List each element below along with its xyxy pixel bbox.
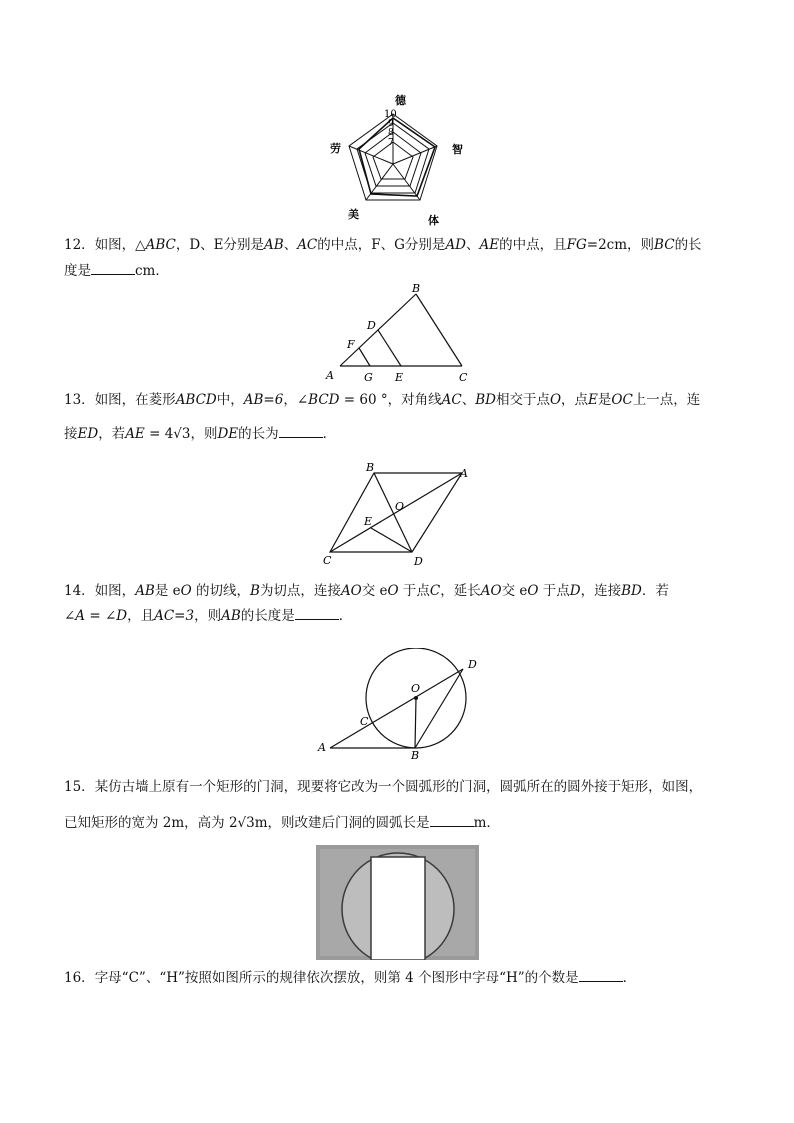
q13-text: 如图，在菱形 bbox=[94, 392, 176, 408]
q12-text: 的中点，F、G分别是 bbox=[317, 237, 446, 253]
q14-number: 14． bbox=[64, 583, 95, 599]
q14-text: ． bbox=[338, 608, 353, 624]
q12-bc: BC bbox=[654, 237, 675, 253]
question-15 bbox=[64, 777, 734, 797]
q12-ad: AD bbox=[445, 237, 467, 253]
q14-ab: AB bbox=[221, 608, 241, 624]
q12-ae: AE bbox=[479, 237, 500, 253]
q13-text: 相交于点 bbox=[495, 392, 550, 408]
q13-e: E bbox=[588, 392, 598, 408]
radar-label-bottom-left: 美 bbox=[348, 208, 359, 221]
q14-b: B bbox=[250, 583, 260, 599]
question-14 bbox=[64, 581, 734, 601]
radar-tick-8: 8 bbox=[388, 128, 394, 138]
radar-tick-9: 9 bbox=[388, 119, 394, 129]
q12-text: 度是 bbox=[64, 263, 91, 279]
q12-text: 的长 bbox=[674, 237, 702, 253]
q14-text: ，延长 bbox=[440, 583, 481, 599]
q12-label-A: A bbox=[326, 369, 334, 382]
q12-label-F: F bbox=[347, 338, 355, 351]
q13-ab6: AB=6 bbox=[243, 392, 284, 408]
q14-ao: AO bbox=[340, 583, 362, 599]
q15-text: 已知矩形的宽为 2m，高为 2√3m，则改建后门洞的圆弧长是 bbox=[64, 815, 430, 831]
radar-figure bbox=[325, 92, 475, 227]
answer-blank-15[interactable] bbox=[430, 814, 474, 827]
q14-text: 交 e bbox=[361, 583, 388, 599]
q13-text: 中， bbox=[216, 392, 244, 408]
q14-c: C bbox=[429, 583, 441, 599]
q13-text: ． bbox=[322, 426, 337, 442]
radar-label-top: 德 bbox=[395, 94, 406, 107]
q14-o: O bbox=[527, 583, 539, 599]
q13-text: ，∠ bbox=[283, 392, 309, 408]
q14-ao: AO bbox=[480, 583, 502, 599]
q14-o: O bbox=[180, 583, 192, 599]
radar-label-bottom-right: 体 bbox=[428, 214, 439, 227]
q12-text: cm． bbox=[135, 263, 169, 279]
q13-text: = 60 °，对角线 bbox=[339, 392, 442, 408]
q16-number: 16． bbox=[64, 970, 95, 986]
radar-label-left: 劳 bbox=[330, 142, 341, 155]
answer-blank-13[interactable] bbox=[279, 425, 323, 438]
q12-label-B: B bbox=[412, 282, 421, 295]
q13-text: ，则 bbox=[190, 426, 218, 442]
radar-score-polygon bbox=[359, 118, 435, 196]
q14-label-D: D bbox=[468, 658, 477, 671]
q13-text: ，点 bbox=[561, 392, 589, 408]
q14-ab: AB bbox=[135, 583, 155, 599]
q14-text: 为切点，连接 bbox=[259, 583, 341, 599]
q14-text: ，则 bbox=[194, 608, 222, 624]
question-14-line-2 bbox=[64, 606, 734, 626]
q14-text: 的长度是 bbox=[240, 608, 295, 624]
q13-o: O bbox=[549, 392, 562, 408]
q14-text: 的切线， bbox=[191, 583, 251, 599]
radar-label-right: 智 bbox=[452, 143, 463, 156]
q12-label-D: D bbox=[367, 319, 376, 332]
q14-ac3: AC=3 bbox=[154, 608, 195, 624]
q13-text: 上一点，连 bbox=[632, 392, 701, 408]
q13-text: 接 bbox=[64, 426, 78, 442]
circle-tangent-figure bbox=[315, 648, 490, 760]
q12-label-G: G bbox=[364, 371, 373, 384]
q13-oc: OC bbox=[611, 392, 633, 408]
answer-blank-14[interactable] bbox=[295, 607, 339, 620]
q15-text: m． bbox=[473, 815, 500, 831]
q13-label-C: C bbox=[323, 554, 332, 567]
q14-label-A: A bbox=[318, 741, 326, 754]
q13-abcd: ABCD bbox=[175, 392, 217, 408]
triangle-figure bbox=[320, 282, 480, 386]
answer-blank-16[interactable] bbox=[579, 969, 623, 982]
q16-text: ． bbox=[622, 970, 637, 986]
q12-label-E: E bbox=[395, 371, 404, 384]
q14-text: 于点 bbox=[398, 583, 430, 599]
q13-label-E: E bbox=[364, 515, 373, 528]
q12-abc: ABC bbox=[145, 237, 176, 253]
q12-text: 、 bbox=[283, 237, 298, 253]
radar-tick-10: 10 bbox=[384, 109, 397, 120]
q13-ae: AE bbox=[125, 426, 145, 442]
q12-text: 如图，△ bbox=[94, 237, 146, 253]
q14-text: 如图， bbox=[94, 583, 136, 599]
q13-ac: AC bbox=[441, 392, 462, 408]
q14-angle-eq: ∠A = ∠D bbox=[64, 608, 128, 624]
q13-label-O: O bbox=[395, 500, 405, 513]
q12-label-C: C bbox=[459, 371, 468, 384]
q13-label-B: B bbox=[366, 461, 375, 474]
q12-ac: AC bbox=[297, 237, 318, 253]
q14-label-C: C bbox=[360, 715, 369, 728]
q13-label-D: D bbox=[414, 555, 423, 568]
door-arch-figure bbox=[316, 845, 479, 960]
q14-label-O: O bbox=[411, 682, 421, 695]
q16-text: 字母“C”、“H”按照如图所示的规律依次摆放，则第 4 个图形中字母“H”的个数是 bbox=[94, 970, 579, 986]
q14-text: 是 e bbox=[154, 583, 181, 599]
rhombus-figure bbox=[318, 460, 483, 568]
question-12 bbox=[64, 235, 734, 255]
q13-label-A: A bbox=[460, 467, 468, 480]
q15-text: 某仿古墙上原有一个矩形的门洞，现要将它改为一个圆弧形的门洞，圆弧所在的圆外接于矩形，如图， bbox=[94, 779, 703, 795]
q12-text: ，D、E分别是 bbox=[175, 237, 265, 253]
q15-number: 15． bbox=[64, 779, 95, 795]
q12-fg: FG bbox=[566, 237, 587, 253]
q14-o: O bbox=[387, 583, 399, 599]
q12-text: =2cm，则 bbox=[586, 237, 655, 253]
question-15-line-2 bbox=[64, 813, 734, 833]
q14-d: D bbox=[569, 583, 581, 599]
answer-blank-12[interactable] bbox=[91, 262, 135, 275]
q13-text: ，若 bbox=[98, 426, 126, 442]
q13-bcd: BCD bbox=[308, 392, 340, 408]
q12-text: 的中点，且 bbox=[499, 237, 567, 253]
q13-ed: ED bbox=[77, 426, 99, 442]
q13-de: DE bbox=[217, 426, 239, 442]
q14-text: ，且 bbox=[127, 608, 155, 624]
question-13-line-2 bbox=[64, 424, 734, 444]
q14-text: 交 e bbox=[501, 583, 528, 599]
q13-text: = 4√3 bbox=[144, 426, 191, 442]
q13-text: 的长为 bbox=[238, 426, 279, 442]
question-13 bbox=[64, 390, 734, 410]
door-rectangle bbox=[371, 857, 425, 960]
q13-text: 、 bbox=[461, 392, 476, 408]
q12-number: 12． bbox=[64, 237, 95, 253]
q13-text: 是 bbox=[597, 392, 612, 408]
q13-bd: BD bbox=[475, 392, 496, 408]
q14-text: 于点 bbox=[538, 583, 570, 599]
q12-ab: AB bbox=[264, 237, 284, 253]
q14-bd: BD bbox=[621, 583, 642, 599]
q13-number: 13． bbox=[64, 392, 95, 408]
q14-text: ，连接 bbox=[580, 583, 622, 599]
q14-text: ．若 bbox=[641, 583, 669, 599]
radar-tick-7: 7 bbox=[388, 138, 394, 148]
question-16 bbox=[64, 968, 734, 988]
q12-text: 、 bbox=[466, 237, 480, 253]
q14-label-B: B bbox=[411, 749, 420, 760]
question-12-line-2 bbox=[64, 261, 734, 281]
center-dot bbox=[414, 696, 418, 700]
